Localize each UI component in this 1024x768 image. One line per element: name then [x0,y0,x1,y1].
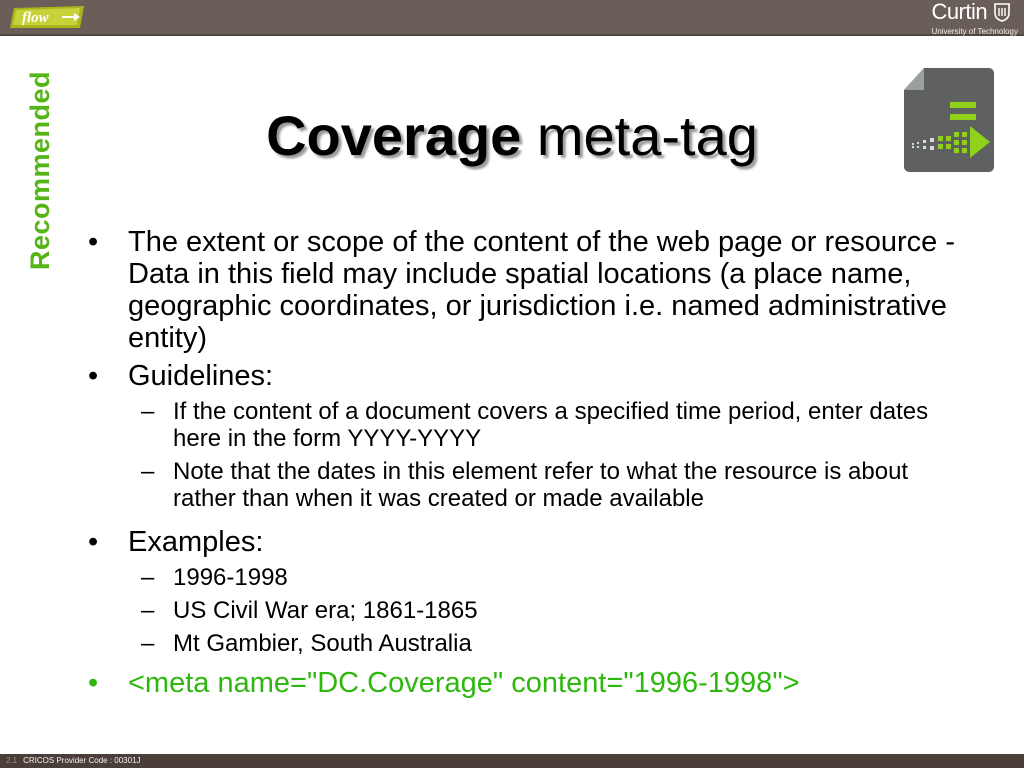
sub-bullet-text: If the content of a document covers a specified time period, enter dates here in the form YYYY-YYYY [173,398,929,452]
footer-bar [0,754,1024,768]
dash-icon: – [141,398,155,425]
bullet-examples [88,526,968,558]
slide-content [88,226,968,705]
meta-code-text: <meta name="DC.Coverage" content="1996-1998"> [128,667,800,699]
dash-icon: – [141,630,155,657]
title-normal: meta-tag [536,104,758,167]
dash-icon: – [141,597,155,624]
bullet-dot-icon: • [88,226,99,258]
bullet-text: The extent or scope of the content of the web page or resource - Data in this field may include spatial locations (a place name, geographic coordinates, or jurisdiction i.e. named administrative entity) [128,226,955,354]
bullet-text: Examples: [128,526,264,558]
shield-icon [994,3,1010,27]
bullet-guidelines [88,360,968,392]
bullet-dot-icon: • [88,667,99,699]
svg-text:flow: flow [22,10,49,26]
bullet-dot-icon: • [88,360,99,392]
flow-logo [10,4,86,30]
top-bar [0,0,1024,36]
university-name: Curtin [931,0,988,24]
sub-bullet [88,564,968,591]
sub-bullet-text: Mt Gambier, South Australia [173,630,472,657]
sub-bullet-text: Note that the dates in this element refer to what the resource is about rather than when it was created or made available [173,458,909,512]
bullet-meta-example [88,667,968,699]
dash-icon: – [141,564,155,591]
sub-bullet [88,597,968,624]
bullet-definition [88,226,968,354]
sub-bullet-text: US Civil War era; 1861-1865 [173,597,478,624]
sub-bullet-text: 1996-1998 [173,564,288,591]
university-subtitle: University of Technology [931,27,1018,36]
recommended-label: Recommended [25,70,55,270]
sub-bullet [88,458,968,512]
bullet-dot-icon: • [88,526,99,558]
slide-title [0,104,1024,168]
dash-icon: – [141,458,155,485]
curtin-logo [931,1,1018,36]
slide-number: 2.1 [6,756,18,765]
cricos-code: CRICOS Provider Code : 00301J [23,756,141,765]
sub-bullet [88,630,968,657]
bullet-text: Guidelines: [128,360,274,392]
title-bold: Coverage [266,104,522,167]
sub-bullet [88,398,968,452]
